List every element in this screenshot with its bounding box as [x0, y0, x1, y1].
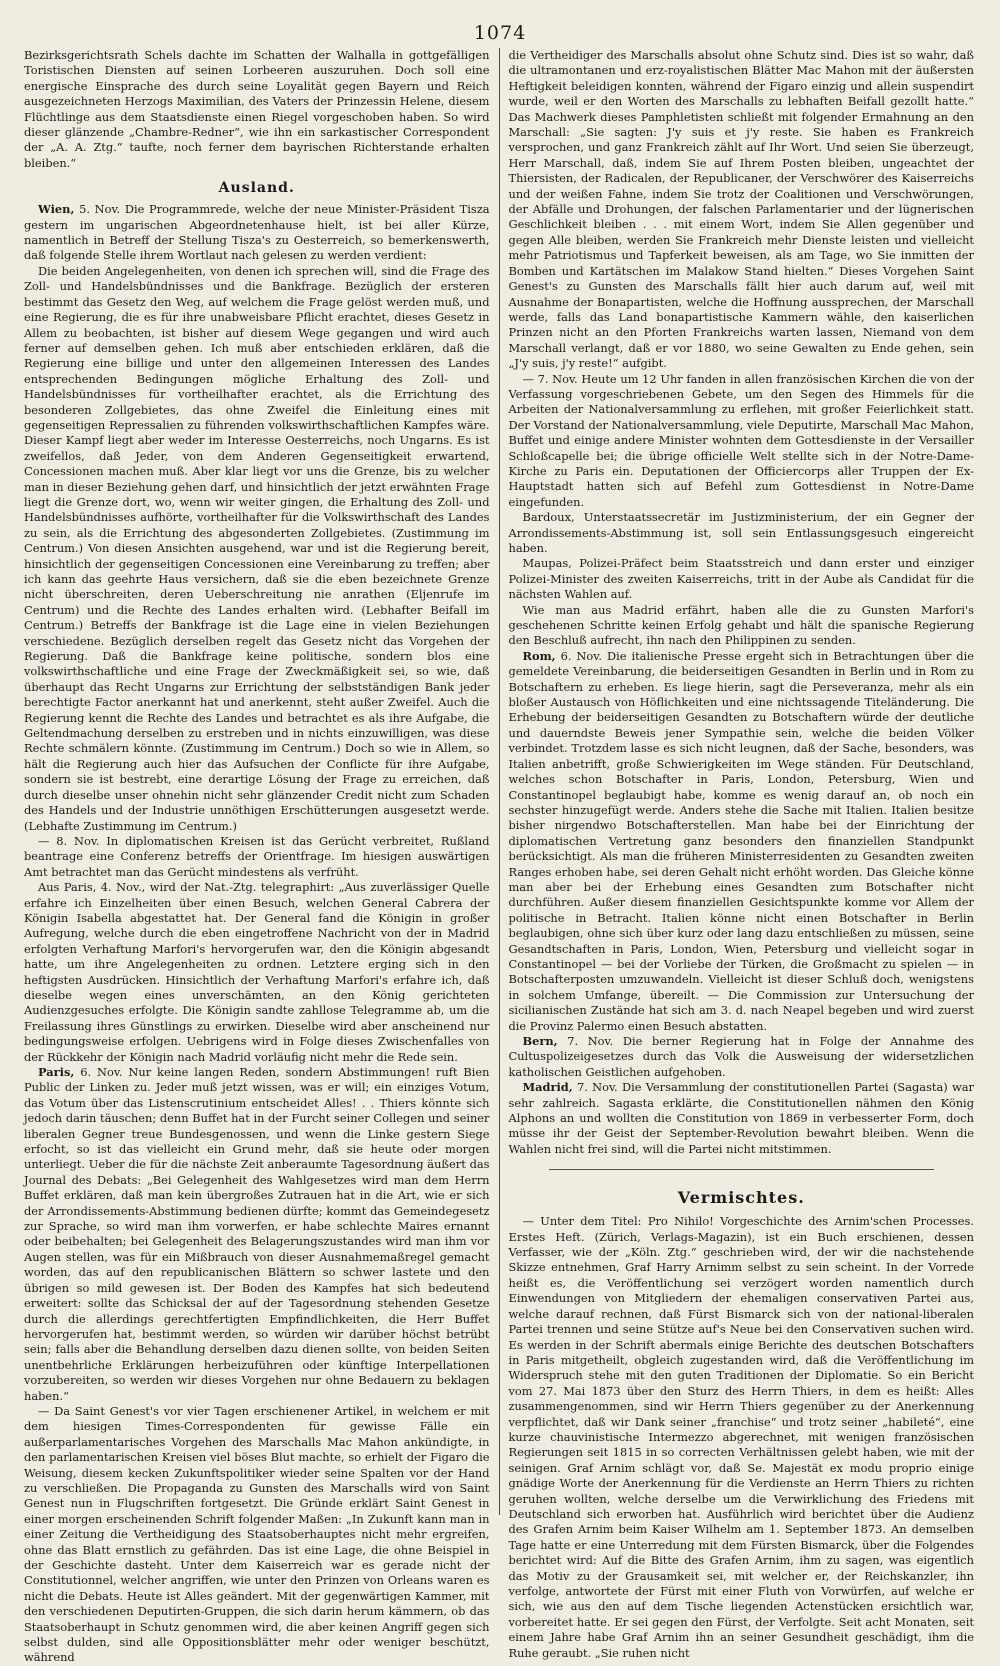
- article-continuation: die Vertheidiger des Marschalls absolut ohne Schutz sind. Dies ist so wahr, daß die ultramontanen und erz-royalistischen Blätter Mac Mahon mit der äußersten Heftigkeit beleidigen konnten, während der Figaro einzig und allein suspendirt wurde, weil er den Worten des Marschalls zu lebhaften Beifall gezollt hatte.“ Das Machwerk dieses Pamphletisten schließt mit folgender Ermahnung an den Marschall: „Sie sagten: J'y suis et j'y reste. Sie haben es Frankreich versprochen, und ganz Frankreich zählt auf Ihr Wort. Und seien Sie überzeugt, Herr Marschall, daß, indem Sie auf Ihrem Posten bleiben, ungeachtet der Thiersisten, der Radicalen, der Republicaner, der Verschwörer des Kaiserreichs und der weißen Fahne, indem Sie trotz der Coalitionen und Verschwörungen, der Abfälle und Drohungen, der falschen Parlamentarier und der lügnerischen Geschlichkeit bleiben . . . mit einem Wort, indem Sie Allen gegenüber und gegen Alle bleiben, werden Sie Frankreich mehr Dienste leisten und vielleicht mehr Patriotismus und Tapferkeit beweisen, als am Tage, wo Sie inmitten der Bomben und Kartätschen im Malakow Stand hielten.“ Dieses Vorgehen Saint Genest's zu Gunsten des Marschalls fällt hier auch darum auf, weil mit Ausnahme der Bonapartisten, welche die Hoffnung aussprechen, der Marschall werde, falls das Land bonapartistische Kammern wähle, den kaiserlichen Prinzen nicht an den Pforten Frankreichs warten lassen, Niemand von dem Marschall verlangt, daß er vor 1880, wo seine Gewalten zu Ende gehen, sein „J'y suis, j'y reste!“ aufgibt.: [508, 48, 974, 371]
- dateline-place: Madrid,: [522, 1080, 573, 1095]
- article-intro: Bezirksgerichtsrath Schels dachte im Schatten der Walhalla in gottgefälligen Toristischen Diensten auf seinen Lorbeeren auszuruhen. Doch soll eine energische Einsprache des durch seine Loyalität gegen Bayern und Reich ausgezeichneten Herzogs Maximilian, des Vaters der Prinzessin Helene, diesem Flüchtlinge aus dem Staatsdienste einen Riegel vorgeschoben haben. So wird dieser glänzende „Chambre-Redner“, wie ihn ein sarkastischer Correspondent der „A. A. Ztg.“ taufte, noch ferner dem bayrischen Richterstande erhalten bleiben.“: [24, 48, 490, 170]
- article-rom: [509, 649, 975, 1034]
- dateline-place: Wien,: [38, 202, 75, 217]
- article-text: 7. Nov. Die berner Regierung hat in Folge der Annahme des Cultuspolizeigesetzes durch das Volk die Ausweisung der widersetzlichen katholischen Geistlichen aufgehoben.: [508, 1034, 974, 1079]
- article-text: 7. Nov. Die Versammlung der constitutionellen Partei (Sagasta) war sehr zahlreich. Sagasta erklärte, die Constitutionellen nähmen den König Alphons an und wollten die Constitution von 1869 in verbesserter Form, doch müsse ihr der Geist der September-Revolution bewahrt bleiben. Wenn die Wahlen nicht frei sind, will die Partei nicht mitstimmen.: [508, 1080, 974, 1156]
- article-text: 6. Nov. Die italienische Presse ergeht sich in Betrachtungen über die gemeldete Vereinbarung, die beiderseitigen Gesandten in Berlin und in Rom zu Botschaftern zu erheben. Es liege hierin, sagt die Perseveranza, mehr als ein bloßer Austausch von Höflichkeiten und eine nichtssagende Titeländerung. Die Erhebung der beiderseitigen Gesandten zu Botschaftern würde der deutliche und dauerndste Beweis jener Sympathie sein, welche die beiden Völker verbindet. Trotzdem lasse es sich nicht leugnen, daß der Sache, besonders, was Italien anbetrifft, große Schwierigkeiten im Wege ständen. Für Deutschland, welches schon Botschafter in Paris, London, Petersburg, Wien und Constantinopel beglaubigt habe, komme es wenig darauf an, ob noch ein sechster hinzugefügt werde. Anders stehe die Sache mit Italien. Italien besitze bisher nirgendwo Botschafterstellen. Man habe bei der Einrichtung der diplomatischen Vertretung ganz besonders den finanziellen Standpunkt berücksichtigt. Als man die früheren Ministerresidenten zu Gesandten zweiten Ranges erhoben habe, sei deren Gehalt nicht erhöht worden. Das Gleiche könne man aber bei der Erhebung eines Gesandten zum Botschafter nicht durchführen. Außer diesem finanziellen Gesichtspunkte komme vor Allem der politische in Betracht. Italien könne nicht einen Botschafter in Berlin beglaubigen, ohne sich über kurz oder lang dazu entschließen zu müssen, seine Gesandtschaften in Paris, London, Wien, Petersburg und vielleicht sogar in Constantinopel — bei der Vorliebe der Türken, die Großmacht zu spielen — in Botschafterposten umzuwandeln. Vielleicht ist dieser Schluß doch, wenigstens in solchem Umfange, übereilt. — Die Commission zur Untersuchung der sicilianischen Zustände hat sich am 3. d. nach Neapel begeben und wird zuerst die Provinz Palermo einen Besuch abstatten.: [508, 648, 974, 1033]
- article-text: Die Programmrede, welche der neue Minister-Präsident Tisza gestern im ungarischen Abgeordnetenhause hielt, ist bei aller Kürze, namentlich in Betreff der Stellung Tisza's zu Oesterreich, so bemerkenswerth, daß folgende Stelle ihrem Wortlaut nach gelesen zu werden verdient:: [24, 202, 490, 263]
- dateline-place: Paris,: [38, 1065, 75, 1079]
- section-heading-vermischtes: Vermischtes.: [677, 1188, 805, 1208]
- article-maupas: Maupas, Polizei-Präfect beim Staatsstreich und dann erster und einziger Polizei-Minister des zweiten Kaiserreichs, tritt in der Aube als Candidat für die nächsten Wahlen auf.: [508, 556, 974, 602]
- page-number: 1074: [473, 22, 527, 44]
- dateline-place: Bern,: [522, 1034, 558, 1048]
- left-column: [24, 48, 490, 1665]
- article-saint-genest: — Da Saint Genest's vor vier Tagen erschienener Artikel, in welchem er mit dem hiesigen Times-Correspondenten für gewisse Fälle ein außerparlamentarisches Vorgehen des Marschalls Mac Mahon ankündigte, in den parlamentarischen Kreisen viel böses Blut machte, so erhielt der Figaro die Weisung, diesem kecken Zukunftspolitiker wieder seine Spalten vor der Hand zu verschließen. Die Propaganda zu Gunsten des Marschalls wird von Saint Genest nun in Flugschriften fortgesetzt. Die Gründe erklärt Saint Genest in einer morgen erscheinenden Schrift folgender Maßen: „In Zukunft kann man in einer Zeitung die Vertheidigung des Staatsoberhauptes nicht mehr ergreifen, ohne das Blatt ernstlich zu gefährden. Das ist eine Lage, die ohne Beispiel in der Geschichte dasteht. Unter dem Kaiserreich war es gerade nicht der Constitutionnel, welcher angriffen, wie unter den Prinzen von Orleans waren es nicht die Debats. Heute ist Alles geändert. Mit der gegenwärtigen Kammer, mit den verschiedenen Deputirten-Gruppen, die sich darin herum kämmern, ob das Staatsoberhaupt in Schutz genommen wird, die aber keinen Angriff gegen sich selbst dulden, sind alle Oppositionsblätter mehr oder weniger beschützt, während: [24, 1403, 490, 1665]
- article-madrid: [509, 1080, 975, 1157]
- column-layout: [24, 48, 974, 1665]
- article-speech: Die beiden Angelegenheiten, von denen ich sprechen will, sind die Frage des Zoll- und Handelsbündnisses und die Bankfrage. Bezüglich der ersteren bestimmt das Gesetz den Weg, auf welchem die Frage gelöst werden muß, und eine Regierung, die es für ihre unabweisbare Pflicht erachtet, dieses Gesetz in Allem zu beobachten, ist bisher auf diesem Wege gegangen und wird auch ferner auf demselben gehen. Ich muß aber entschieden erklären, daß die Regierung eine billige und unter den allgemeinen Interessen des Landes entsprechenden Bedingungen mögliche Erhaltung des Zoll- und Handelsbündnisses für vortheilhafter erachtet, als die Errichtung des besonderen Zollgebietes, das ohne Zweifel die Einleitung eines mit gegenseitigen Repressalien zu führenden volkswirthschaftlichen Kampfes wäre. Dieser Kampf liegt aber weder im Interesse Oesterreichs, noch Ungarns. Es ist zweifellos, daß Jeder, von dem Anderen Gegenseitigkeit erwartend, Concessionen machen muß. Aber klar liegt vor uns die Grenze, bis zu welcher man in dieser Beziehung gehen darf, und hinsichtlich der jetzt erwähnten Frage liegt die Grenze dort, wo, wenn wir weiter gingen, die Erhaltung des Zoll- und Handelsbündnisses aufhörte, vortheilhafter für die Volkswirthschaft des Landes zu sein, als die Errichtung des abgesonderten Zollgebietes. (Zustimmung im Centrum.) Von diesen Ansichten ausgehend, war und ist die Regierung bereit, hinsichtlich der gegenseitigen Concessionen eine Vereinbarung zu treffen; aber ich kann das geehrte Haus versichern, daß sie die eben bezeichnete Grenze nicht überschreiten, deren Ueberschreitung nie anrathen (Eljenrufe im Centrum) und die Rechte des Landes erhalten wird. (Lebhafter Beifall im Centrum.) Betreffs der Bankfrage ist die Lage eine in vielen Beziehungen verschiedene. Bezüglich derselben regelt das Gesetz nicht das Vorgehen der Regierung. Daß die Bankfrage keine politische, sondern blos eine volkswirthschaftliche und eine Frage der Zweckmäßigkeit sei, so wie, daß überhaupt das Recht Ungarns zur Errichtung der selbstständigen Bank jeder berechtigte Factor anerkannt hat und anerkennt, steht außer Zweifel. Auch die Regierung kennt die Rechte des Landes und betrachtet es als ihre Aufgabe, die Geltendmachung derselben zu erstreben und in nichts einzuwilligen, was diese Rechte schmälern könnte. (Zustimmung im Centrum.) Doch so wie in Allem, so hält die Regierung auch hier das Aufsuchen der Conflicte für ihre Aufgabe, sondern sie ist bestrebt, eine derartige Lösung der Frage zu erreichen, daß durch dieselbe unser ohnehin nicht sehr glänzender Credit nicht zum Schaden des Handels und der Industrie unnöthigen Erschütterungen ausgesetzt werde. (Lebhafte Zustimmung im Centrum.): [24, 263, 490, 833]
- dateline-date: 5. Nov.: [79, 202, 121, 217]
- section-heading-ausland: Ausland.: [218, 180, 295, 197]
- article-bardoux: Bardoux, Unterstaatssecretär im Justizministerium, der ein Gegner der Arrondissements-Abstimmung ist, soll sein Entlassungsgesuch eingereicht haben.: [508, 510, 974, 555]
- article-nov8: — 8. Nov. In diplomatischen Kreisen ist das Gerücht verbreitet, Rußland beantrage eine Conferenz betreffs der Orientfrage. Im hiesigen auswärtigen Amt betrachtet man das Gerücht mindestens als verfrüht.: [24, 833, 490, 879]
- article-arnim: — Unter dem Titel: Pro Nihilo! Vorgeschichte des Arnim'schen Processes. Erstes Heft. (Zürich, Verlags-Magazin), ist ein Buch erschienen, dessen Verfasser, wie der „Köln. Ztg.“ geschrieben wird, der wir die nachstehende Skizze entnehmen, Graf Harry Arnimm selbst zu sein scheint. In der Vorrede heißt es, die Veröffentlichung sei verzögert worden namentlich durch Einwendungen von Mitgliedern der ehemaligen conservativen Partei aus, welche darauf rechnen, daß Fürst Bismarck sich von der national-liberalen Partei trennen und seine Stütze auf's Neue bei den Conservativen suchen wird. Es werden in der Schrift abermals einige Berichte des deutschen Botschafters in Paris mitgetheilt, obgleich zugestanden wird, daß die Veröffentlichung im Widerspruch stehe mit den guten Traditionen der Diplomatie. So ein Bericht vom 27. Mai 1873 über den Sturz des Herrn Thiers, in dem es heißt: Alles zusammengenommen, sind wir Herrn Thiers gegenüber zu der Anerkennung verpflichtet, daß wir Dank seiner „franchise“ und trotz seiner „habileté“, eine kurze chauvinistische Intermezzo abgerechnet, mit wenigen französischen Regierungen seit 1815 in so correcten Verhältnissen gelebt haben, wie mit der seinigen. Graf Arnim schlägt vor, daß Se. Majestät ex modu proprio einige gnädige Worte der Anerkennung für die Verdienste an Herrn Thiers zu richten geruhen wollten, welche derselbe um die Verwirklichung des Friedens mit Deutschland sich erworben hat. Ausführlich wird berichtet über die Audienz des Grafen Arnim beim Kaiser Wilhelm am 1. September 1873. An demselben Tage hatte er eine Unterredung mit dem Fürsten Bismarck, über die Folgendes berichtet wird: Auf die Bitte des Grafen Arnim, ihm zu sagen, was eigentlich das Motiv zu der Grausamkeit sei, mit welcher er, der Reichskanzler, ihn verfolge, antwortete der Fürst mit einer Fluth von Vorwürfen, auf welche er sich, wie aus den auf dem Tische liegenden Actenstücken ersichtlich war, vorbereitet hatte. Er sei gegen den Fürst, der Verfolgte. Seit acht Monaten, seit einem Jahre habe Graf Arnim ihn an seiner Gesundheit geschädigt, ihm die Ruhe geraubt. „Sie ruhen nicht: [508, 1214, 974, 1660]
- dateline-place: Rom,: [522, 648, 556, 663]
- article-wien: [24, 202, 490, 264]
- article-paris-6: [24, 1065, 490, 1404]
- right-column: [508, 48, 975, 1660]
- article-bern: [509, 1034, 975, 1080]
- article-nov7: — 7. Nov. Heute um 12 Uhr fanden in allen französischen Kirchen die von der Verfassung vorgeschriebenen Gebete, um den Segen des Himmels für die Arbeiten der Nationalversammlung zu erflehen, mit großer Feierlichkeit statt. Der Vorstand der Nationalversammlung, viele Deputirte, Marschall Mac Mahon, Buffet und einige andere Minister wohnten dem Gottesdienste in der Versailler Schloßcapelle bei; die übrige officielle Welt stellte sich in der Notre-Dame-Kirche zu Paris ein. Deputationen der Officiercorps aller Truppen der Ex-Hauptstadt hatten sich auf Befehl zum Gottesdienst in Notre-Dame eingefunden.: [508, 371, 974, 509]
- article-paris-4: Aus Paris, 4. Nov., wird der Nat.-Ztg. telegraphirt: „Aus zuverlässiger Quelle erfahre ich Einzelheiten über einen Besuch, welchen General Cabrera der Königin Isabella abgestattet hat. Der General fand die Königin in großer Aufregung, welche durch die eben eingetroffene Nachricht von der in Madrid erfolgten Verhaftung Marfori's hervorgerufen war, den die Königin abgesandt hatte, um ihre Angelegenheiten zu ordnen. Letztere erging sich in den heftigsten Ausdrücken. Hinsichtlich der Verhaftung Marfori's erfahre ich, daß dieselbe wegen eines unverschämten, an den König gerichteten Audienzgesuches erfolgte. Die Königin sandte zahllose Telegramme ab, um die Freilassung ihres Günstlings zu erwirken. Dieselbe wird aber anscheinend nur bedingungsweise erfolgen. Uebrigens wird in Folge dieses Zwischenfalles von der Rückkehr der Königin nach Madrid vorläufig nicht mehr die Rede sein.: [24, 880, 490, 1064]
- article-madrid-news: Wie man aus Madrid erfährt, haben alle die zu Gunsten Marfori's geschehenen Schritte keinen Erfolg gehabt und hält die spanische Regierung den Beschluß aufrecht, ihn nach den Philippinen zu senden.: [508, 602, 974, 648]
- column-divider: [499, 48, 500, 1515]
- article-text: 6. Nov. Nur keine langen Reden, sondern Abstimmungen! ruft Bien Public der Linken zu. Jeder muß jetzt wissen, was er will; ein einziges Votum, das Votum über das Listenscrutinium entscheidet Alles! . . Thiers könnte sich jedoch darin täuschen; denn Buffet hat in der Furcht seiner Collegen und seiner liberalen Gegner treue Bundesgenossen, und wenn die Linke gestern Siege erfocht, so ist das vielleicht ein Grund mehr, daß sie heute oder morgen unterliegt. Ueber die für die nächste Zeit anberaumte Tagesordnung äußert das Journal des Debats: „Bei Gelegenheit des Wahlgesetzes wird man dem Herrn Buffet erklären, daß man kein übergroßes Zutrauen hat in die Art, wie er sich der Arrondissements-Abstimmung bedienen dürfte; kommt das Gemeindegesetz zur Sprache, so wird man ihm vorwerfen, er habe schlechte Maires ernannt oder beibehalten; bei Gelegenheit des Belagerungszustandes wird man ihm vor Augen stellen, was für ein Mißbrauch von dieser Ausnahmemaßregel gemacht worden, das auf den republicanischen Blättern so schwer lastete und den übrigen so mild gewesen ist. Der Boden des Kampfes hat sich bedeutend erweitert: sollte das Schicksal der auf der Tagesordnung stehenden Gesetze durch die allerdings gerechtfertigten Empfindlichkeiten, die Herr Buffet hervorgerufen hat, bestimmt werden, so würden wir darüber höchst betrübt sein; falls aber die Behandlung derselben dazu dienen sollte, von beiden Seiten unentbehrliche Erklärungen herbeizuführen oder künftige Interpellationen vorzubereiten, so werden wir dieses Vorgehen nur ohne Bedauern zu beklagen haben.“: [24, 1065, 490, 1403]
- section-divider: [549, 1169, 935, 1170]
